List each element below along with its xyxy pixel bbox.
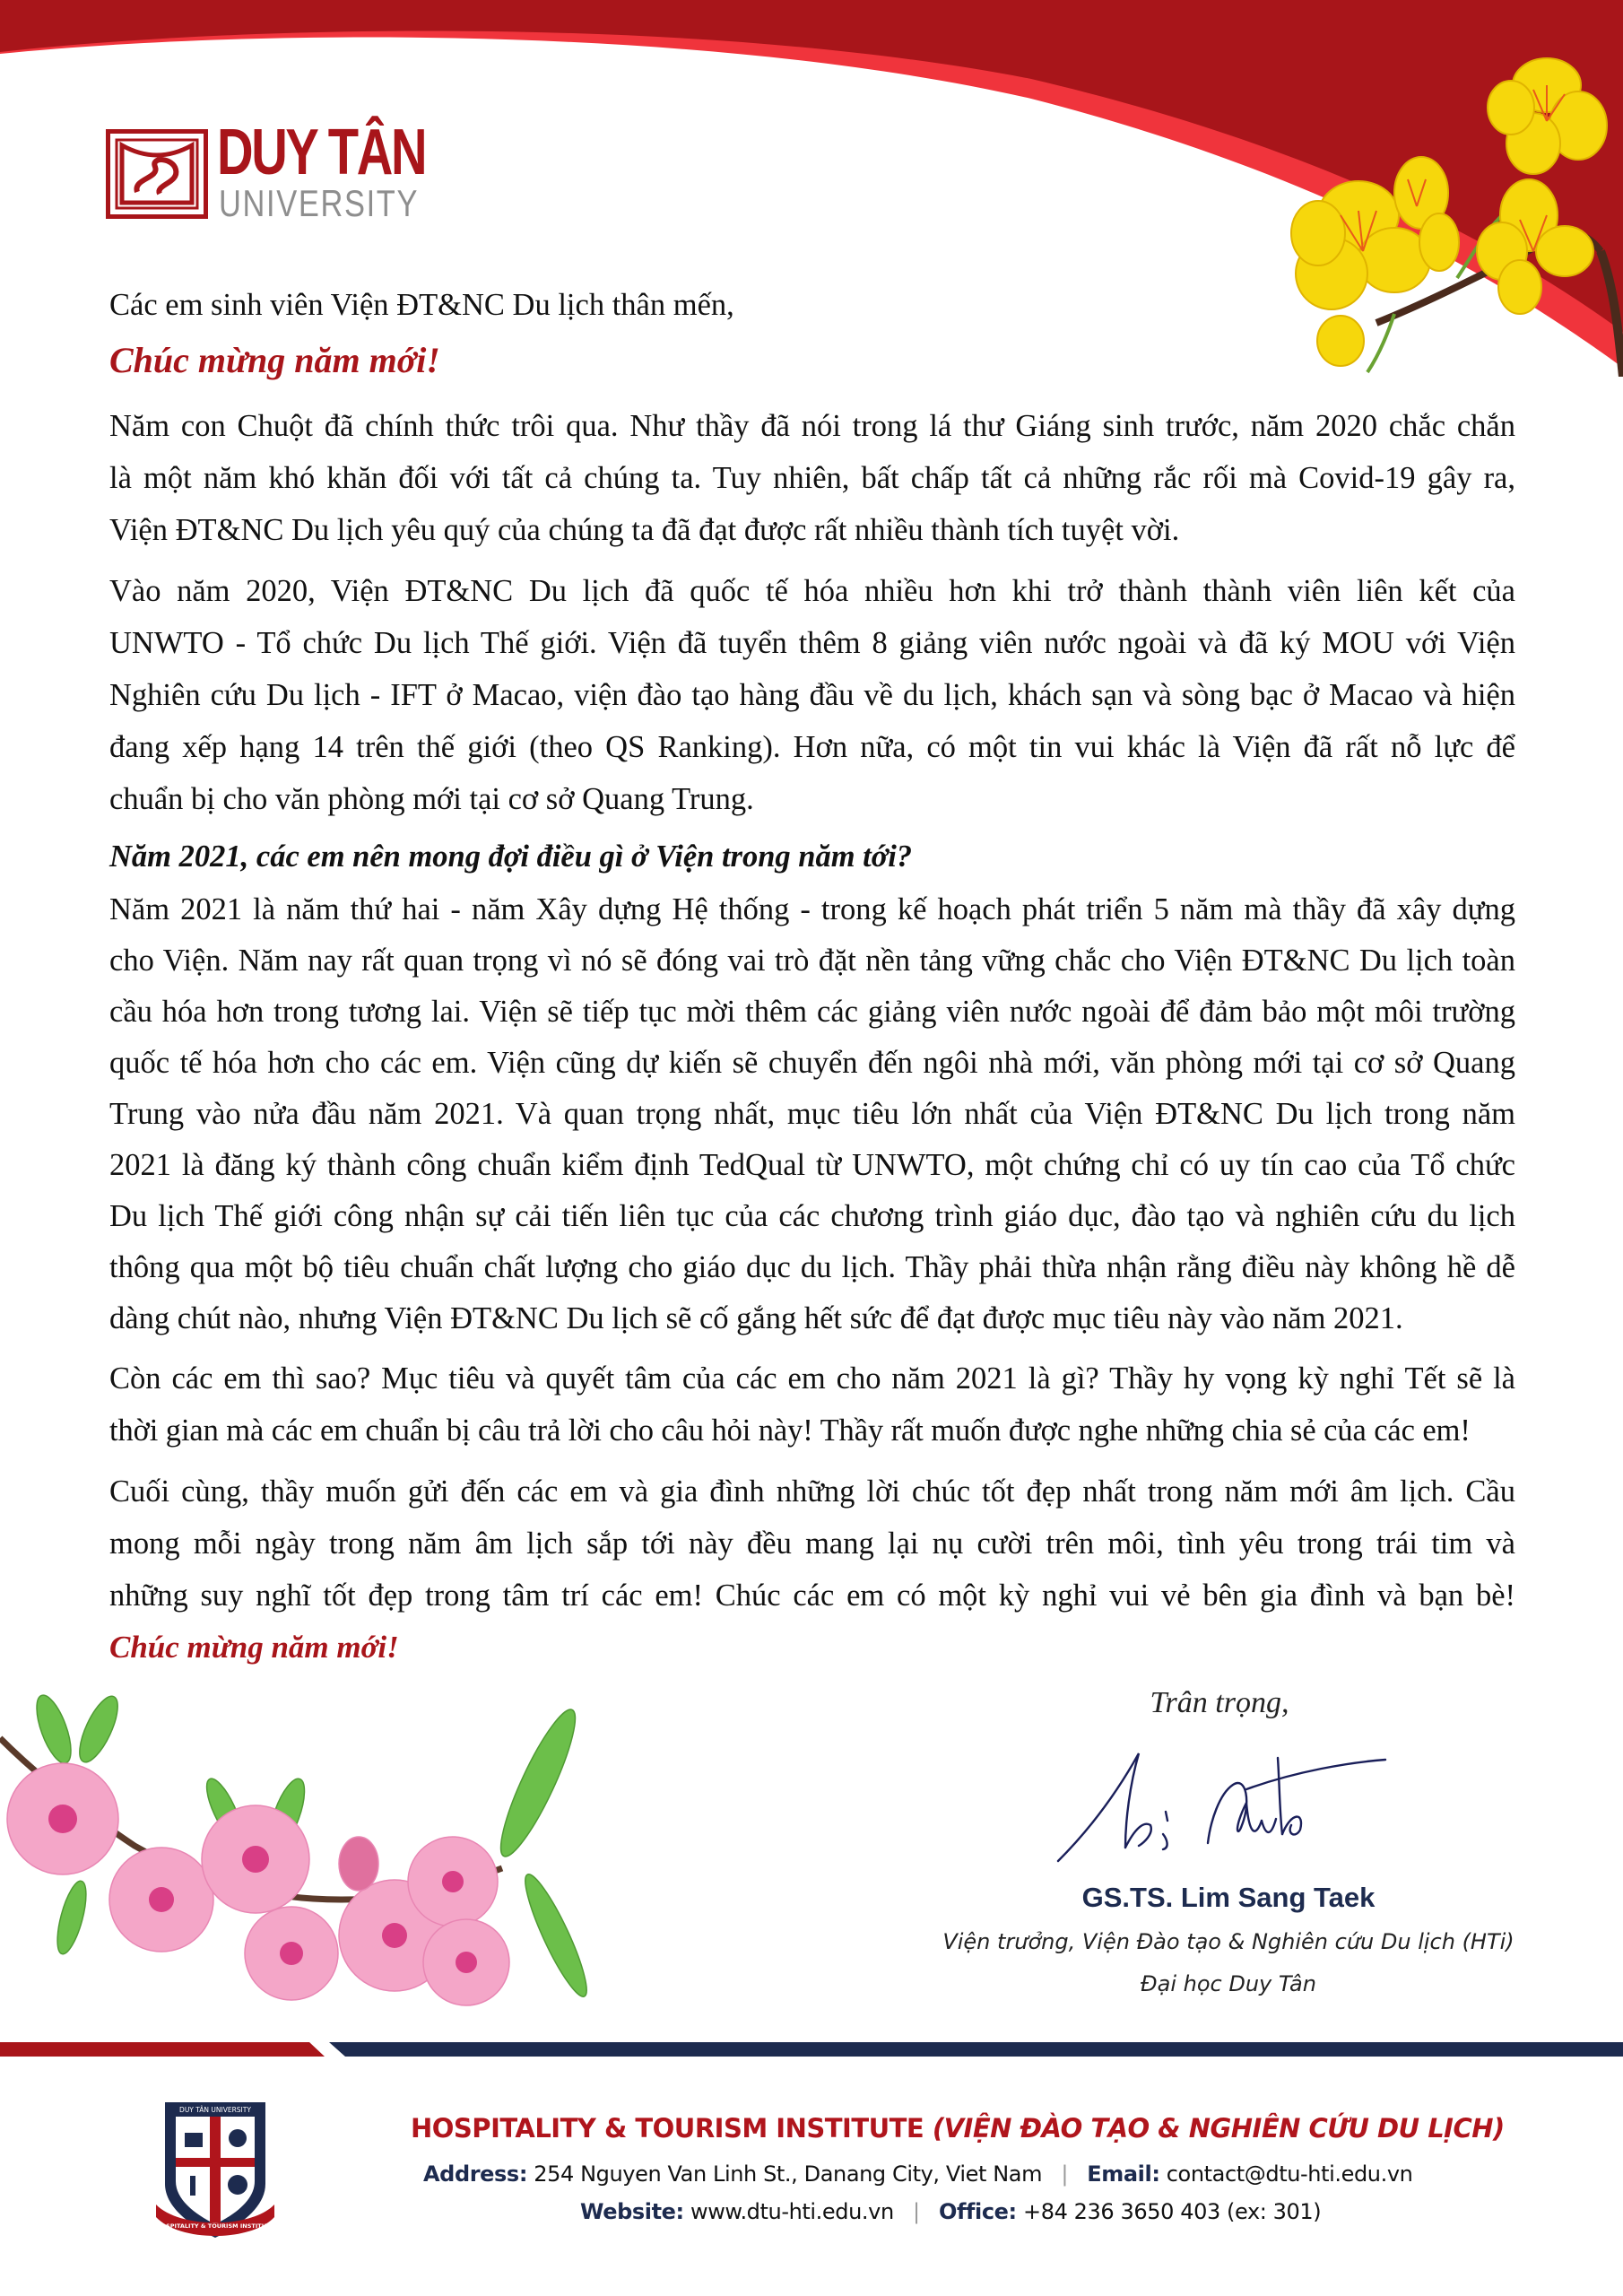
website-link[interactable]: www.dtu-hti.edu.vn — [690, 2199, 894, 2224]
paragraph-line: Năm 2021 là năm thứ hai - năm Xây dựng Hệ thống - trong kế hoạch phát triển 5 năm mà thầy đã xây dựng — [109, 892, 1515, 926]
footer-divider — [0, 2040, 1623, 2058]
paragraph-line: thông qua một bộ tiêu chuẩn chất lượng cho giáo dục du lịch. Thầy phải thừa nhận rằng điều này không hề dễ — [109, 1250, 1515, 1284]
signatory-title: Viện trưởng, Viện Đào tạo & Nghiên cứu Du lịch (HTi) — [942, 1929, 1515, 1954]
paragraph-line: Viện ĐT&NC Du lịch yêu quý của chúng ta đã đạt được rất nhiều thành tích tuyệt vời. — [109, 513, 1180, 547]
paragraph-line: 2021 là đăng ký thành công chuẩn kiểm định TedQual từ UNWTO, một chứng chỉ có uy tín cao của Tổ chức — [109, 1148, 1515, 1182]
crest-top-text: DUY TÂN UNIVERSITY — [179, 2106, 251, 2114]
paragraph-line: là một năm khó khăn đối với tất cả chúng ta. Tuy nhiên, bất chấp tất cả những rắc rối mà Covid-19 gây ra, — [109, 461, 1515, 495]
email-link[interactable]: contact@dtu-hti.edu.vn — [1166, 2161, 1413, 2187]
handwritten-signature — [1054, 1749, 1412, 1866]
logo-subtitle: UNIVERSITY — [219, 182, 420, 224]
paragraph-line: chuẩn bị cho văn phòng mới tại cơ sở Quang Trung. — [109, 782, 754, 816]
contact-address-row — [423, 2161, 1412, 2187]
signatory-name: GS.TS. Lim Sang Taek — [1081, 1882, 1376, 1913]
website-label: Website: — [580, 2199, 684, 2224]
office-label: Office: — [938, 2199, 1017, 2224]
paragraph-line: dàng chút nào, nhưng Viện ĐT&NC Du lịch sẽ cố gắng hết sức để đạt được mục tiêu này vào năm 2021. — [109, 1301, 1403, 1335]
signatory-organization: Đại học Duy Tân — [1141, 1971, 1316, 1996]
contact-website-row — [580, 2199, 1321, 2224]
pink-peach-blossom-image — [0, 1675, 610, 2007]
separator: | — [913, 2199, 920, 2224]
paragraph-line: những suy nghĩ tốt đẹp trong tâm trí các em! Chúc các em có một kỳ nghỉ vui vẻ bên gia đình và bạn bè! — [109, 1578, 1515, 1613]
paragraph-line: quốc tế hóa hơn cho các em. Viện cũng dự kiến sẽ chuyển đến ngôi nhà mới, văn phòng mới tại cơ sở Quang — [109, 1046, 1515, 1080]
closing-wish: Chúc mừng năm mới! — [109, 1630, 399, 1665]
institute-name: HOSPITALITY & TOURISM INSTITUTE — [411, 2113, 924, 2144]
paragraph-line: thời gian mà các em chuẩn bị câu trả lời cho câu hỏi này! Thầy rất muốn được nghe những chia sẻ của các em! — [109, 1413, 1471, 1448]
paragraph-line: cầu hóa hơn trong tương lai. Viện sẽ tiếp tục mời thêm các giảng viên nước ngoài để đảm bảo một môi trường — [109, 995, 1515, 1029]
hti-crest-logo — [152, 2099, 278, 2251]
paragraph-line: Cuối cùng, thầy muốn gửi đến các em và gia đình những lời chúc tốt đẹp nhất trong năm mới âm lịch. Cầu — [109, 1474, 1515, 1509]
paragraph-line: cho Viện. Năm nay rất quan trọng vì nó sẽ đóng vai trò đặt nền tảng vững chắc cho Viện ĐT&NC Du lịch toàn — [109, 944, 1515, 978]
closing-regards: Trân trọng, — [1150, 1686, 1289, 1719]
duy-tan-emblem-icon — [106, 129, 208, 219]
paragraph-line: Du lịch Thế giới công nhận sự cải tiến liên tục của các chương trình giáo dục, đào tạo và nghiên cứu du lịch — [109, 1199, 1515, 1233]
separator: | — [1061, 2161, 1069, 2187]
logo-title: DUY TÂN — [217, 117, 426, 188]
paragraph-line: Còn các em thì sao? Mục tiêu và quyết tâm của các em cho năm 2021 là gì? Thầy hy vọng kỳ nghỉ Tết sẽ là — [109, 1361, 1515, 1396]
email-label: Email: — [1087, 2161, 1160, 2187]
paragraph-line: Vào năm 2020, Viện ĐT&NC Du lịch đã quốc tế hóa nhiều hơn khi trở thành thành viên liên kết của — [109, 574, 1515, 608]
address-label: Address: — [423, 2161, 528, 2187]
paragraph-line: đang xếp hạng 14 trên thế giới (theo QS Ranking). Hơn nữa, có một tin vui khác là Viện đã rất nỗ lực để — [109, 730, 1515, 764]
institute-title — [411, 2113, 1505, 2144]
institute-name-vietnamese: (VIỆN ĐÀO TẠO & NGHIÊN CỨU DU LỊCH) — [932, 2113, 1505, 2144]
paragraph-line: mong mỗi ngày trong năm âm lịch sắp tới này đều mang lại nụ cười trên môi, tình yêu trong trái tim và — [109, 1526, 1515, 1561]
section-question: Năm 2021, các em nên mong đợi điều gì ở Viện trong năm tới? — [109, 839, 913, 874]
office-phone: +84 236 3650 403 (ex: 301) — [1023, 2199, 1322, 2224]
duy-tan-logo — [106, 117, 447, 226]
address-value: 254 Nguyen Van Linh St., Danang City, Viet Nam — [534, 2161, 1043, 2187]
paragraph-line: Trung vào nửa đầu năm 2021. Và quan trọng nhất, mục tiêu lớn nhất của Viện ĐT&NC Du lịch trong năm — [109, 1097, 1515, 1131]
salutation: Các em sinh viên Viện ĐT&NC Du lịch thân mến, — [109, 288, 734, 322]
crest-banner-text: HOSPITALITY & TOURISM INSTITUTE — [156, 2222, 274, 2230]
paragraph-line: Năm con Chuột đã chính thức trôi qua. Như thầy đã nói trong lá thư Giáng sinh trước, năm 2020 chắc chắn — [109, 409, 1515, 443]
paragraph-line: Nghiên cứu Du lịch - IFT ở Macao, viện đào tạo hàng đầu về du lịch, khách sạn và sòng bạc ở Macao và hiện — [109, 678, 1515, 712]
greeting-heading: Chúc mừng năm mới! — [109, 340, 440, 380]
yellow-apricot-blossom-image — [1125, 36, 1623, 377]
paragraph-line: UNWTO - Tổ chức Du lịch Thế giới. Viện đã tuyển thêm 8 giảng viên nước ngoài và đã ký MOU với Viện — [109, 626, 1515, 660]
